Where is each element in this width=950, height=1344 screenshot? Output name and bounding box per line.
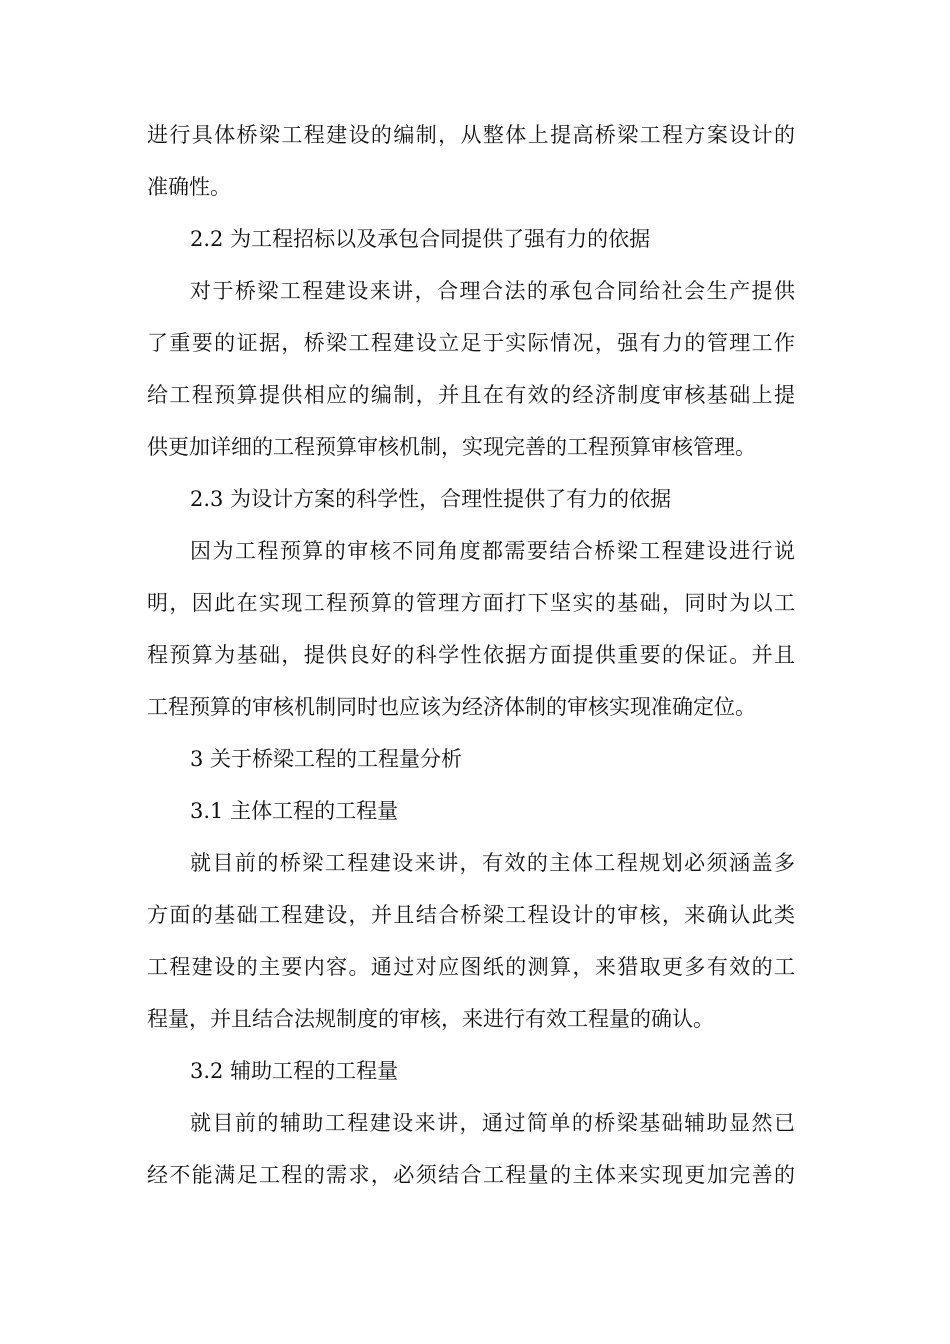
paragraph-line: 程量，并且结合法规制度的审核，来进行有效工程量的确认。 [147,1007,714,1031]
paragraph-line: 就目前的辅助工程建设来讲，通过简单的桥梁基础辅助显然已 [190,1111,795,1135]
section-heading: 3 关于桥梁工程的工程量分析 [190,747,463,771]
paragraph-line: 就目前的桥梁工程建设来讲，有效的主体工程规划必须涵盖多 [190,851,795,875]
paragraph-line: 了重要的证据，桥梁工程建设立足于实际情况，强有力的管理工作 [147,331,795,355]
paragraph-line: 准确性。 [147,175,231,199]
paragraph-line: 方面的基础工程建设，并且结合桥梁工程设计的审核，来确认此类 [147,903,795,927]
paragraph-line: 工程预算的审核机制同时也应该为经济体制的审核实现准确定位。 [147,695,756,719]
paragraph-line: 程预算为基础，提供良好的科学性依据方面提供重要的保证。并且 [147,643,795,667]
paragraph-line: 进行具体桥梁工程建设的编制，从整体上提高桥梁工程方案设计的 [147,123,795,147]
paragraph-line: 工程建设的主要内容。通过对应图纸的测算，来猎取更多有效的工 [147,955,795,979]
paragraph-line: 给工程预算提供相应的编制，并且在有效的经济制度审核基础上提 [147,383,795,407]
paragraph-line: 经不能满足工程的需求，必须结合工程量的主体来实现更加完善的 [147,1163,795,1187]
paragraph-line: 供更加详细的工程预算审核机制，实现完善的工程预算审核管理。 [147,435,756,459]
section-heading: 2.2 为工程招标以及承包合同提供了强有力的依据 [190,227,651,251]
paragraph-line: 因为工程预算的审核不同角度都需要结合桥梁工程建设进行说 [190,539,795,563]
section-heading: 2.3 为设计方案的科学性，合理性提供了有力的依据 [190,487,672,511]
paragraph-line: 明，因此在实现工程预算的管理方面打下坚实的基础，同时为以工 [147,591,795,615]
section-heading: 3.2 辅助工程的工程量 [190,1059,399,1083]
section-heading: 3.1 主体工程的工程量 [190,799,399,823]
paragraph-line: 对于桥梁工程建设来讲，合理合法的承包合同给社会生产提供 [190,279,795,303]
